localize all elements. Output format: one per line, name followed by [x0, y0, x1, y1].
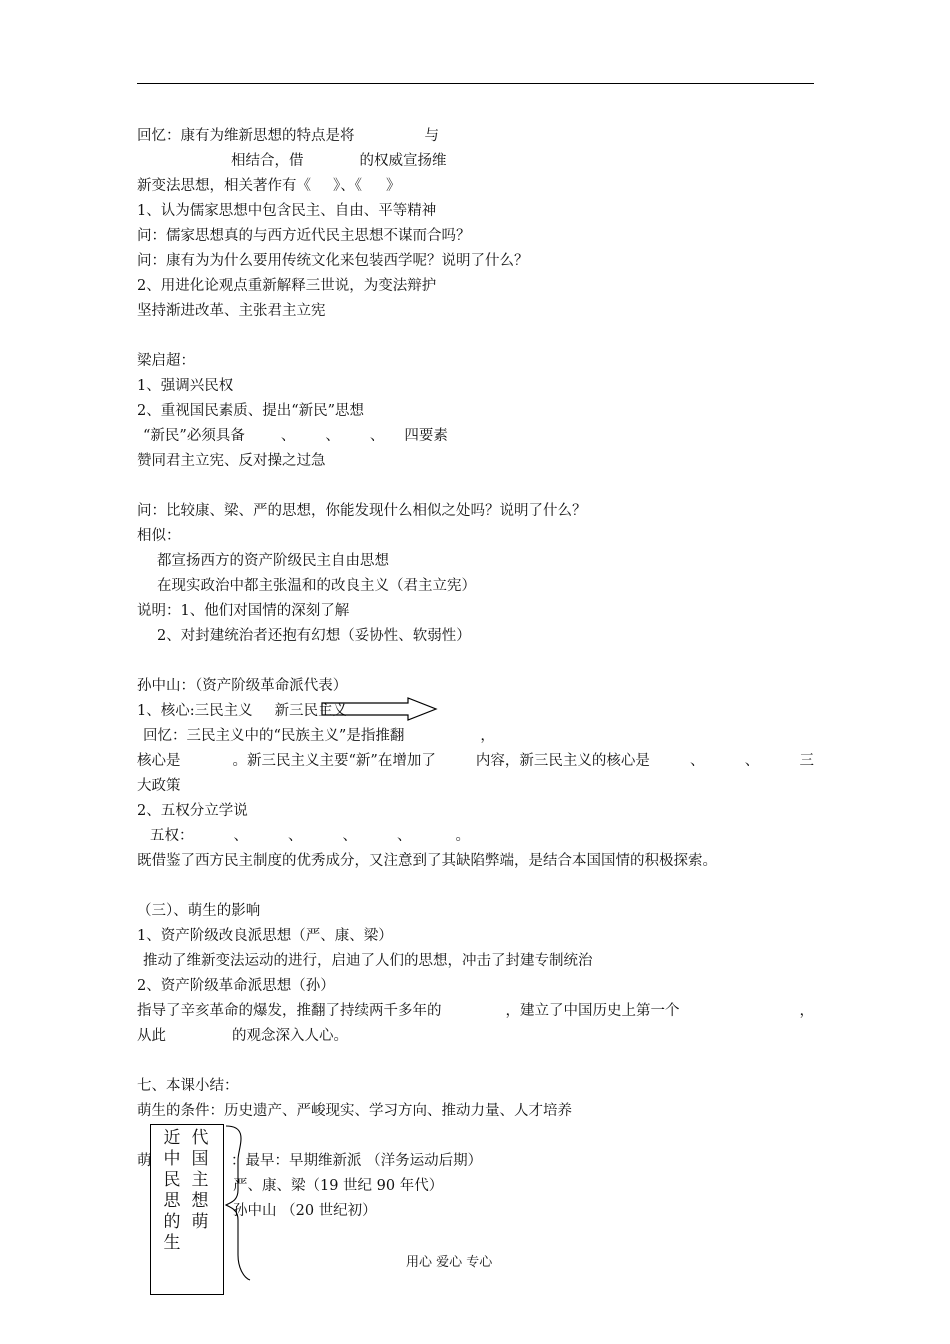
text-line: ：最早：早期维新派 （洋务运动后期）	[231, 1153, 483, 1169]
text-line: 新变法思想，相关著作有《 》、《 》	[137, 178, 401, 194]
text-line: 1、强调兴民权	[137, 378, 234, 394]
right-arrow-icon	[322, 698, 436, 720]
question-line: 问：比较康、梁、严的思想，你能发现什么相似之处吗？说明了什么？	[137, 503, 587, 519]
text-line: 萌	[137, 1153, 152, 1169]
text-line: 孙中山 （20 世纪初）	[233, 1203, 377, 1219]
text-line: 在现实政治中都主张温和的改良主义（君主立宪）	[157, 578, 476, 594]
text-line: 都宣扬西方的资产阶级民主自由思想	[157, 553, 389, 569]
text-line: 问：康有为为什么要用传统文化来包装西学呢？说明了什么？	[137, 253, 529, 269]
text-line: 既借鉴了西方民主制度的优秀成分，又注意到了其缺陷弊端，是结合本国国情的积极探索。	[137, 853, 717, 869]
text-line: 2、五权分立学说	[137, 803, 248, 819]
vertical-text-left: 近中民思的生	[163, 1128, 181, 1253]
text-line: 1、认为儒家思想中包含民主、自由、平等精神	[137, 203, 437, 219]
text-line: 指导了辛亥革命的爆发，推翻了持续两千多年的 ，建立了中国历史上第一个 ，	[137, 1003, 814, 1019]
text-line: 2、资产阶级革命派思想（孙）	[137, 978, 335, 994]
vertical-text-right: 代国主想萌	[191, 1128, 209, 1232]
text-line: 坚持渐进改革、主张君主立宪	[137, 303, 326, 319]
text-line: 相结合，借 的权威宣扬维	[231, 153, 447, 169]
text-line: 回忆：康有为维新思想的特点是将 与	[137, 128, 439, 144]
text-line: “新民”必须具备 、 、 、 四要素	[143, 428, 448, 444]
text-line: 回忆：三民主义中的“民族主义”是指推翻 ，	[143, 728, 495, 744]
text-line: 大政策	[137, 778, 181, 794]
text-line: 赞同君主立宪、反对操之过急	[137, 453, 326, 469]
text-line: 2、用进化论观点重新解释三世说，为变法辩护	[137, 278, 437, 294]
text-line: 1、资产阶级改良派思想（严、康、梁）	[137, 928, 393, 944]
section-heading: 孙中山：（资产阶级革命派代表）	[137, 678, 348, 694]
text-line: 问：儒家思想真的与西方近代民主思想不谋而合吗？	[137, 228, 471, 244]
text-line: 说明：1、他们对国情的深刻了解	[137, 603, 350, 619]
text-line: 五权： 、 、 、 、 。	[150, 828, 470, 844]
section-heading: 梁启超：	[137, 353, 195, 369]
text-line: 2、对封建统治者还抱有幻想（妥协性、软弱性）	[157, 628, 471, 644]
text-line: 核心是 。新三民主义主要“新”在增加了 内容，新三民主义的核心是 、 、 三	[137, 753, 814, 769]
text-line: 1、核心:三民主义 新三民主义	[137, 703, 348, 719]
text-line: 严、康、梁（19 世纪 90 年代）	[233, 1178, 444, 1194]
text-line: 萌生的条件：历史遗产、严峻现实、学习方向、推动力量、人才培养	[137, 1103, 572, 1119]
section-heading: 七、本课小结：	[137, 1078, 239, 1094]
text-line: 从此 的观念深入人心。	[137, 1028, 348, 1044]
curly-brace-icon	[226, 1126, 250, 1280]
text-line: 2、重视国民素质、提出“新民”思想	[137, 403, 365, 419]
text-line: 推动了维新变法运动的进行，启迪了人们的思想，冲击了封建专制统治	[143, 953, 593, 969]
page-footer: 用心 爱心 专心	[406, 1255, 493, 1270]
section-heading: （三）、萌生的影响	[137, 903, 261, 919]
text-line: 相似：	[137, 528, 181, 544]
